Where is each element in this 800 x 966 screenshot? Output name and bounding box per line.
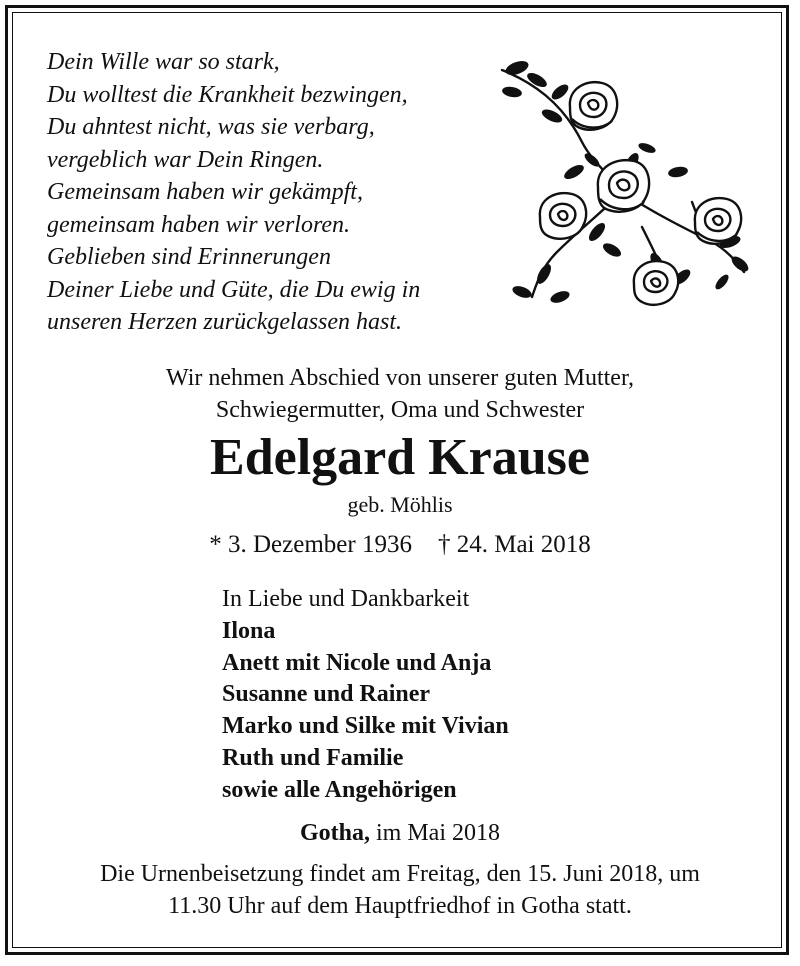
poem-line: Geblieben sind Erinnerungen [47, 244, 331, 270]
mourners-lead: In Liebe und Dankbarkeit [222, 586, 470, 612]
mourner-name: Ruth und Familie [222, 744, 404, 771]
poem-line: Deiner Liebe und Güte, die Du ewig in [47, 276, 421, 303]
poem-line: Du wolltest die Krankheit bezwingen, [47, 81, 408, 108]
poem [47, 46, 507, 339]
place: Gotha, [299, 820, 370, 846]
birth-name: geb. Möhlis [347, 492, 453, 517]
place-date [0, 818, 800, 848]
mourner-name: Anett mit Nicole und Anja [222, 649, 492, 676]
mourner-name: sowie alle Angehörigen [222, 776, 457, 803]
mourners-list [222, 584, 702, 807]
burial-line: Die Urnenbeisetzung findet am Freitag, den 15. Juni 2018, um [100, 861, 700, 887]
burial-line: 11.30 Uhr auf dem Hauptfriedhof in Gotha statt. [168, 893, 632, 919]
roses-icon [482, 52, 752, 317]
burial-notice [0, 858, 800, 922]
mourner-name: Marko und Silke mit Vivian [222, 713, 509, 740]
poem-line: Dein Wille war so stark, [47, 49, 280, 75]
poem-line: Du ahntest nicht, was sie verbarg, [47, 114, 375, 140]
intro-line: Schwiegermutter, Oma und Schwester [215, 397, 585, 423]
poem-line: vergeblich war Dein Ringen. [47, 146, 324, 173]
poem-line: Gemeinsam haben wir gekämpft, [47, 179, 363, 205]
intro-text [0, 362, 800, 426]
poem-line: unseren Herzen zurückgelassen hast. [47, 309, 403, 335]
birth-date: * 3. Dezember 1936 [209, 531, 412, 558]
date: im Mai 2018 [376, 820, 500, 846]
poem-line: gemeinsam haben wir verloren. [47, 211, 351, 238]
deceased-name: Edelgard Krause [210, 429, 590, 486]
mourner-name: Ilona [222, 617, 276, 644]
death-date: † 24. Mai 2018 [437, 531, 591, 558]
mourner-name: Susanne und Rainer [222, 681, 431, 708]
life-dates [0, 530, 800, 560]
intro-line: Wir nehmen Abschied von unserer guten Mutter, [166, 365, 634, 391]
